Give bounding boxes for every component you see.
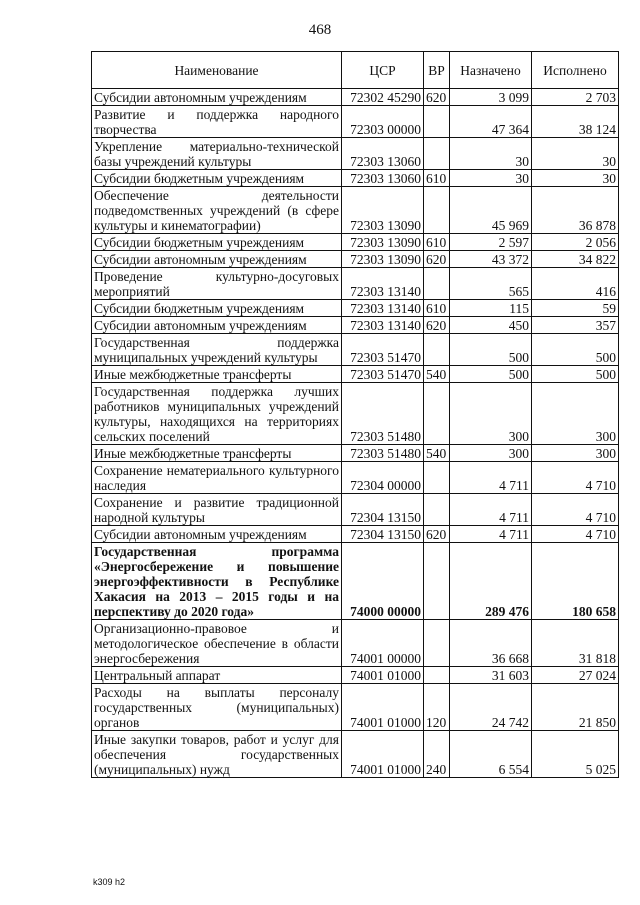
row-assigned-cell: 24 742	[450, 684, 532, 731]
table-row	[92, 526, 619, 543]
row-name-cell: Сохранение и развитие традиционной народной культуры	[92, 494, 342, 526]
row-assigned-cell: 30	[450, 170, 532, 187]
row-csr-cell: 72303 13060	[342, 138, 424, 170]
header-assigned: Назначено	[450, 52, 532, 89]
table-row	[92, 317, 619, 334]
row-vr-cell: 620	[424, 251, 450, 268]
row-vr-cell: 610	[424, 300, 450, 317]
row-assigned-cell: 500	[450, 334, 532, 366]
row-name-cell: Центральный аппарат	[92, 667, 342, 684]
row-executed-cell: 180 658	[532, 543, 619, 620]
row-vr-cell: 610	[424, 234, 450, 251]
table-row	[92, 494, 619, 526]
row-executed-cell: 31 818	[532, 620, 619, 667]
row-vr-cell: 120	[424, 684, 450, 731]
row-executed-cell: 30	[532, 170, 619, 187]
row-executed-cell: 4 710	[532, 462, 619, 494]
row-assigned-cell: 115	[450, 300, 532, 317]
row-assigned-cell: 500	[450, 366, 532, 383]
row-name-cell: Государственная поддержка муниципальных учреждений культуры	[92, 334, 342, 366]
header-csr: ЦСР	[342, 52, 424, 89]
row-vr-cell: 620	[424, 89, 450, 106]
row-assigned-cell: 2 597	[450, 234, 532, 251]
row-executed-cell: 59	[532, 300, 619, 317]
row-csr-cell: 72303 51470	[342, 366, 424, 383]
row-csr-cell: 72303 13090	[342, 234, 424, 251]
row-executed-cell: 4 710	[532, 526, 619, 543]
table-row	[92, 462, 619, 494]
table-row	[92, 543, 619, 620]
row-executed-cell: 34 822	[532, 251, 619, 268]
table-row	[92, 334, 619, 366]
row-executed-cell: 300	[532, 445, 619, 462]
row-vr-cell	[424, 268, 450, 300]
row-csr-cell: 74001 01000	[342, 731, 424, 778]
row-executed-cell: 38 124	[532, 106, 619, 138]
row-vr-cell: 240	[424, 731, 450, 778]
row-executed-cell: 27 024	[532, 667, 619, 684]
row-name-cell: Иные межбюджетные трансферты	[92, 445, 342, 462]
row-csr-cell: 72303 13140	[342, 317, 424, 334]
table-row	[92, 268, 619, 300]
header-name: Наименование	[92, 52, 342, 89]
row-assigned-cell: 47 364	[450, 106, 532, 138]
table-row	[92, 187, 619, 234]
row-csr-cell: 72303 13140	[342, 300, 424, 317]
row-csr-cell: 72303 13140	[342, 268, 424, 300]
table-row	[92, 620, 619, 667]
row-csr-cell: 72302 45290	[342, 89, 424, 106]
row-executed-cell: 500	[532, 366, 619, 383]
row-csr-cell: 72303 13060	[342, 170, 424, 187]
row-assigned-cell: 36 668	[450, 620, 532, 667]
row-assigned-cell: 289 476	[450, 543, 532, 620]
row-csr-cell: 72304 13150	[342, 526, 424, 543]
header-vr: ВР	[424, 52, 450, 89]
row-vr-cell	[424, 543, 450, 620]
row-csr-cell: 72304 13150	[342, 494, 424, 526]
table-row	[92, 667, 619, 684]
row-name-cell: Расходы на выплаты персоналу государственных (муниципальных) органов	[92, 684, 342, 731]
table-row	[92, 366, 619, 383]
row-csr-cell: 74000 00000	[342, 543, 424, 620]
table-row	[92, 106, 619, 138]
row-name-cell: Субсидии бюджетным учреждениям	[92, 300, 342, 317]
table-row	[92, 170, 619, 187]
row-vr-cell	[424, 383, 450, 445]
row-assigned-cell: 565	[450, 268, 532, 300]
row-name-cell: Субсидии бюджетным учреждениям	[92, 170, 342, 187]
row-vr-cell: 610	[424, 170, 450, 187]
table-row	[92, 234, 619, 251]
row-csr-cell: 72303 51480	[342, 445, 424, 462]
row-name-cell: Иные закупки товаров, работ и услуг для обеспечения государственных (муниципальных) нужд	[92, 731, 342, 778]
row-name-cell: Развитие и поддержка народного творчества	[92, 106, 342, 138]
row-assigned-cell: 6 554	[450, 731, 532, 778]
row-assigned-cell: 4 711	[450, 494, 532, 526]
row-vr-cell	[424, 106, 450, 138]
row-executed-cell: 36 878	[532, 187, 619, 234]
row-vr-cell	[424, 187, 450, 234]
row-executed-cell: 2 056	[532, 234, 619, 251]
row-executed-cell: 5 025	[532, 731, 619, 778]
row-executed-cell: 4 710	[532, 494, 619, 526]
header-executed: Исполнено	[532, 52, 619, 89]
row-executed-cell: 357	[532, 317, 619, 334]
row-assigned-cell: 450	[450, 317, 532, 334]
row-executed-cell: 2 703	[532, 89, 619, 106]
row-name-cell: Субсидии бюджетным учреждениям	[92, 234, 342, 251]
row-name-cell: Иные межбюджетные трансферты	[92, 366, 342, 383]
table-header-row	[92, 52, 619, 89]
row-csr-cell: 72304 00000	[342, 462, 424, 494]
row-name-cell: Обеспечение деятельности подведомственных учреждений (в сфере культуры и кинематографии)	[92, 187, 342, 234]
table-row	[92, 731, 619, 778]
row-name-cell: Организационно-правовое и методологическое обеспечение в области энергосбережения	[92, 620, 342, 667]
row-assigned-cell: 45 969	[450, 187, 532, 234]
table-row	[92, 445, 619, 462]
row-executed-cell: 30	[532, 138, 619, 170]
row-vr-cell	[424, 462, 450, 494]
row-executed-cell: 21 850	[532, 684, 619, 731]
table-row	[92, 684, 619, 731]
budget-table	[91, 51, 619, 778]
row-csr-cell: 72303 51470	[342, 334, 424, 366]
row-name-cell: Государственная поддержка лучших работников муниципальных учреждений культуры, находящихся на территориях сельских поселений	[92, 383, 342, 445]
table-body	[92, 89, 619, 778]
row-csr-cell: 74001 01000	[342, 667, 424, 684]
table-row	[92, 383, 619, 445]
row-vr-cell: 540	[424, 366, 450, 383]
row-name-cell: Проведение культурно-досуговых мероприятий	[92, 268, 342, 300]
row-csr-cell: 74001 01000	[342, 684, 424, 731]
row-assigned-cell: 43 372	[450, 251, 532, 268]
row-vr-cell	[424, 138, 450, 170]
row-executed-cell: 300	[532, 383, 619, 445]
row-assigned-cell: 300	[450, 383, 532, 445]
row-csr-cell: 72303 00000	[342, 106, 424, 138]
row-vr-cell: 540	[424, 445, 450, 462]
row-vr-cell	[424, 334, 450, 366]
row-csr-cell: 72303 13090	[342, 251, 424, 268]
row-name-cell: Субсидии автономным учреждениям	[92, 317, 342, 334]
page-number: 468	[308, 22, 332, 38]
row-vr-cell: 620	[424, 317, 450, 334]
row-name-cell: Субсидии автономным учреждениям	[92, 526, 342, 543]
row-name-cell: Укрепление материально-технической базы учреждений культуры	[92, 138, 342, 170]
row-executed-cell: 500	[532, 334, 619, 366]
row-vr-cell: 620	[424, 526, 450, 543]
row-vr-cell	[424, 494, 450, 526]
row-name-cell: Субсидии автономным учреждениям	[92, 251, 342, 268]
row-assigned-cell: 30	[450, 138, 532, 170]
table-row	[92, 89, 619, 106]
row-executed-cell: 416	[532, 268, 619, 300]
table-row	[92, 251, 619, 268]
row-name-cell: Государственная программа «Энергосбережение и повышение энергоэффективности в Республике Хакасия на 2013 – 2015 годы и на перспективу до 2020 года»	[92, 543, 342, 620]
row-vr-cell	[424, 620, 450, 667]
row-vr-cell	[424, 667, 450, 684]
row-csr-cell: 72303 13090	[342, 187, 424, 234]
row-csr-cell: 74001 00000	[342, 620, 424, 667]
table-row	[92, 138, 619, 170]
row-assigned-cell: 31 603	[450, 667, 532, 684]
row-assigned-cell: 300	[450, 445, 532, 462]
row-assigned-cell: 4 711	[450, 462, 532, 494]
row-assigned-cell: 3 099	[450, 89, 532, 106]
footer-code: k309 h2	[93, 877, 126, 887]
table-row	[92, 300, 619, 317]
row-assigned-cell: 4 711	[450, 526, 532, 543]
row-name-cell: Субсидии автономным учреждениям	[92, 89, 342, 106]
row-csr-cell: 72303 51480	[342, 383, 424, 445]
row-name-cell: Сохранение нематериального культурного наследия	[92, 462, 342, 494]
